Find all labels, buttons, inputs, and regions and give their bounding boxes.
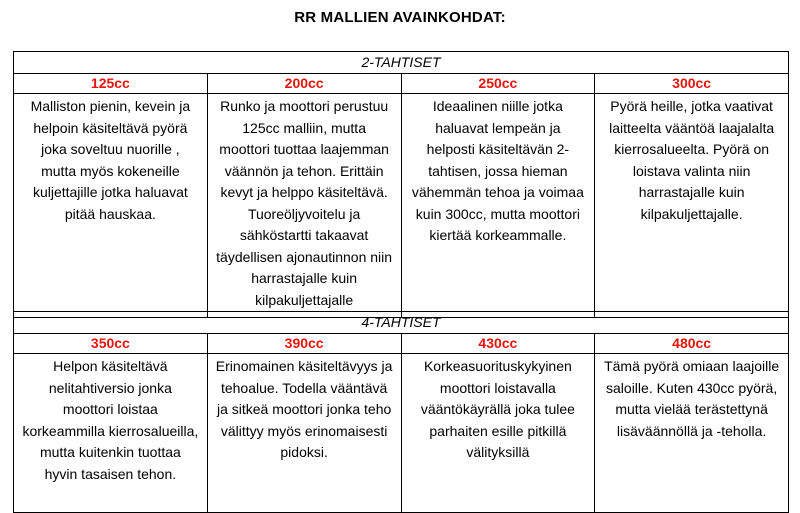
two-stroke-heading: 2-TAHTISET	[14, 52, 789, 74]
model-description-125cc: Malliston pienin, kevein ja helpoin käsiteltävä pyörä joka soveltuu nuorille , mutta myös kokeneille kuljettajille jotka haluavat pitää hauskaa.	[14, 94, 208, 318]
model-size-480cc: 480cc	[595, 334, 789, 354]
four-stroke-heading: 4-TAHTISET	[14, 312, 789, 334]
model-size-300cc: 300cc	[595, 74, 789, 94]
model-size-200cc: 200cc	[207, 74, 401, 94]
model-size-350cc: 350cc	[14, 334, 208, 354]
two-stroke-table	[13, 51, 789, 318]
model-size-430cc: 430cc	[401, 334, 595, 354]
model-description-390cc: Erinomainen käsiteltävyys ja tehoalue. Todella vääntävä ja sitkeä moottori jonka teho välittyy myös erinomaisesti pidoksi.	[207, 354, 401, 513]
model-description-430cc: Korkeasuorituskykyinen moottori loistavalla vääntökäyrällä joka tulee parhaiten esille pitkillä välityksillä	[401, 354, 595, 513]
model-description-200cc: Runko ja moottori perustuu 125cc malliin, mutta moottori tuottaa laajemman väännön ja tehon. Erittäin kevyt ja helppo käsiteltävä. Tuoreöljyvoitelu ja sähköstartti takaavat täydellisen ajonautinnon niin harrastajalle kuin kilpakuljettajalle	[207, 94, 401, 318]
four-stroke-table	[13, 311, 789, 513]
model-size-390cc: 390cc	[207, 334, 401, 354]
model-description-480cc: Tämä pyörä omiaan laajoille saloille. Kuten 430cc pyörä, mutta vielää terästettynä lisäväännöllä ja -teholla.	[595, 354, 789, 513]
model-description-350cc: Helpon käsiteltävä nelitahtiversio jonka moottori loistaa korkeammilla kierrosalueilla, mutta kuitenkin tuottaa hyvin tasaisen tehon.	[14, 354, 208, 513]
model-description-300cc: Pyörä heille, jotka vaativat laitteelta vääntöä laajalalta kierrosalueelta. Pyörä on loistava valinta niin harrastajalle kuin kilpakuljettajalle.	[595, 94, 789, 318]
model-size-125cc: 125cc	[14, 74, 208, 94]
model-description-250cc: Ideaalinen niille jotka haluavat lempeän ja helposti käsiteltävän 2-tahtisen, jossa hieman vähemmän tehoa ja voimaa kuin 300cc, mutta moottori kiertää korkeammalle.	[401, 94, 595, 318]
model-size-250cc: 250cc	[401, 74, 595, 94]
document-title: RR MALLIEN AVAINKOHDAT:	[294, 9, 506, 26]
